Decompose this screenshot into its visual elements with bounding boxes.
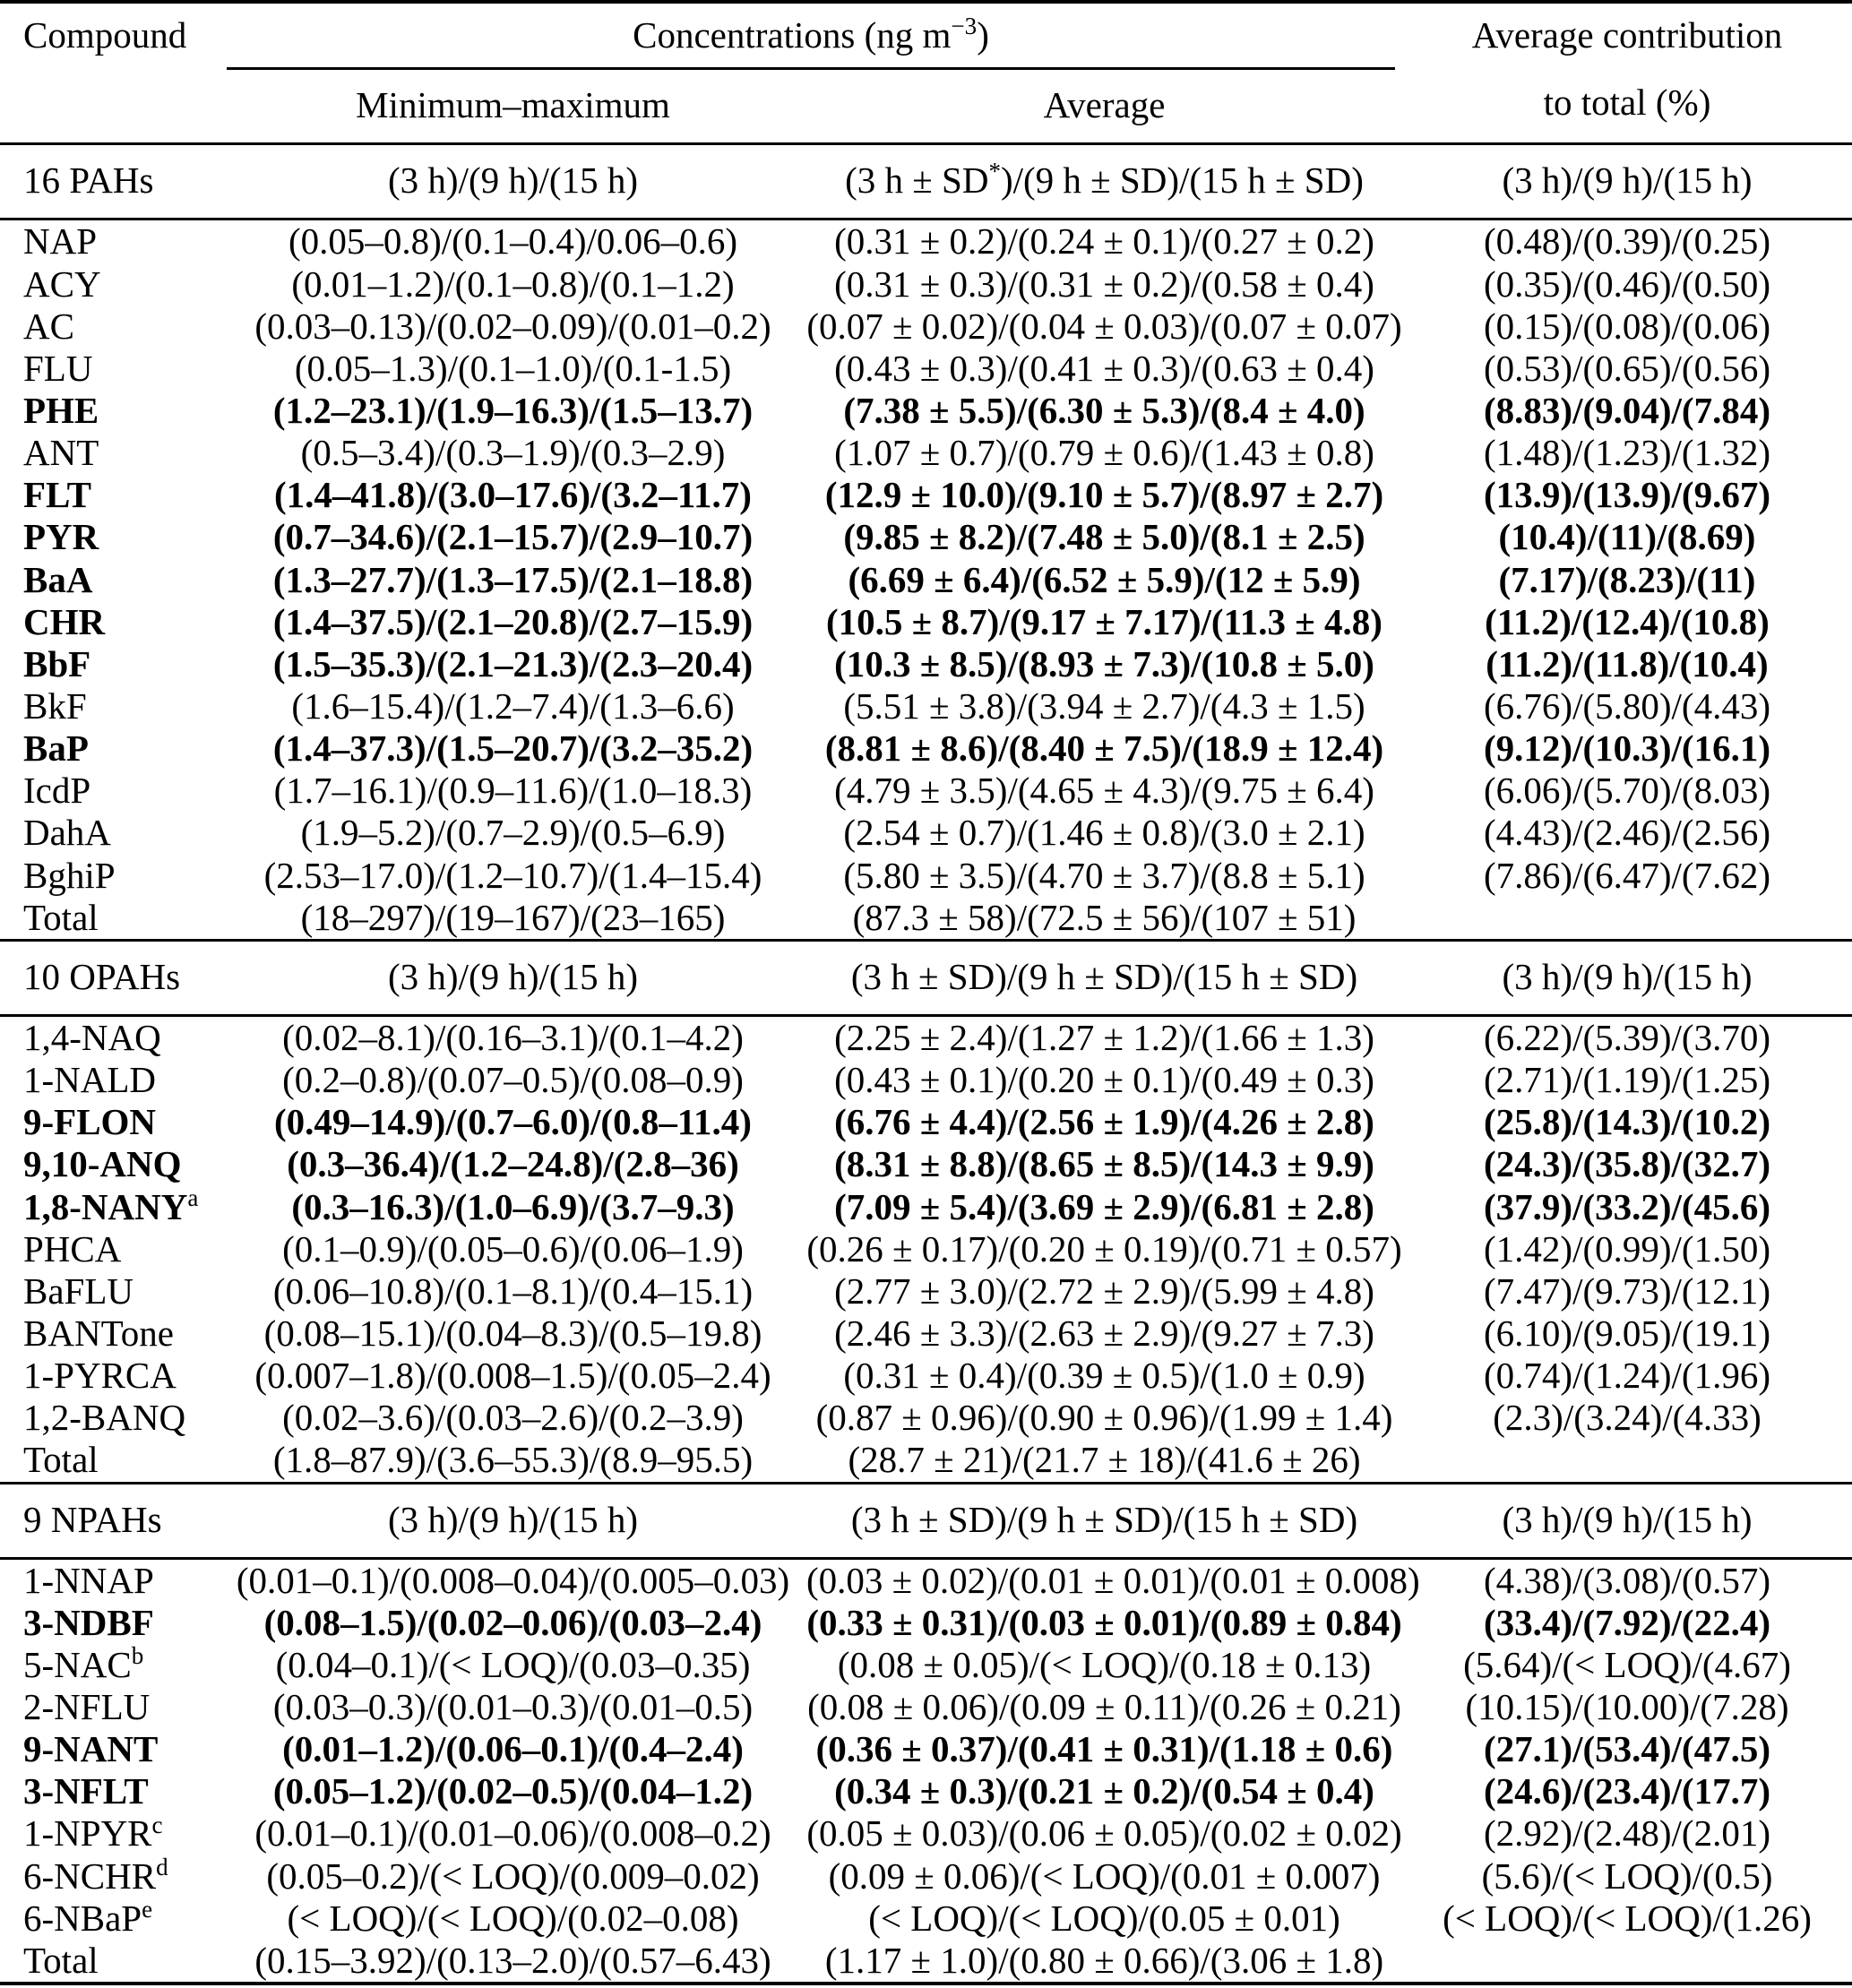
contribution-cell: (4.43)/(2.46)/(2.56): [1484, 812, 1770, 854]
table-row: [0, 1439, 1852, 1483]
minmax-cell: (1.3–27.7)/(1.3–17.5)/(2.1–18.8): [272, 558, 754, 600]
compound-footnote-marker: d: [156, 1853, 168, 1880]
minmax-cell: (0.2–0.8)/(0.07–0.5)/(0.08–0.9): [282, 1059, 744, 1101]
compound-cell: [0, 1439, 220, 1483]
average-cell: (0.43 ± 0.3)/(0.41 ± 0.3)/(0.63 ± 0.4): [834, 347, 1374, 389]
minmax-cell: (0.05–1.3)/(0.1–1.0)/(0.1-1.5): [294, 347, 732, 389]
average-cell: (7.38 ± 5.5)/(6.30 ± 5.3)/(8.4 ± 4.0): [843, 389, 1365, 431]
average-cell: (5.80 ± 3.5)/(4.70 ± 3.7)/(8.8 ± 5.1): [843, 854, 1365, 896]
contribution-cell: (5.64)/(< LOQ)/(4.67): [1463, 1643, 1791, 1685]
compound-name: IcdP: [23, 770, 91, 812]
compound-name: 3-NDBF: [23, 1601, 154, 1643]
average-header: Average: [1043, 84, 1166, 126]
compound-cell: [0, 1686, 220, 1728]
compound-cell: [0, 601, 220, 643]
contribution-cell: (0.53)/(0.65)/(0.56): [1484, 347, 1770, 389]
compound-cell: [0, 1312, 220, 1355]
average-cell: (2.25 ± 2.4)/(1.27 ± 1.2)/(1.66 ± 1.3): [834, 1016, 1374, 1058]
section-contribution-label: (3 h)/(9 h)/(15 h): [1402, 144, 1852, 219]
contribution-cell: (0.35)/(0.46)/(0.50): [1484, 262, 1770, 305]
average-cell: (0.05 ± 0.03)/(0.06 ± 0.05)/(0.02 ± 0.02): [806, 1812, 1402, 1855]
sd-asterisk: *: [988, 158, 1001, 185]
compound-name: 5-NAC: [23, 1643, 132, 1685]
contribution-cell: (37.9)/(33.2)/(45.6): [1484, 1185, 1770, 1227]
header-row-top: [0, 2, 1852, 70]
average-cell: (0.31 ± 0.4)/(0.39 ± 0.5)/(1.0 ± 0.9): [843, 1355, 1365, 1397]
compound-cell: [0, 559, 220, 601]
average-cell: (0.43 ± 0.1)/(0.20 ± 0.1)/(0.49 ± 0.3): [834, 1059, 1374, 1101]
section-average-label: [806, 144, 1402, 219]
average-cell: (< LOQ)/(< LOQ)/(0.05 ± 0.01): [868, 1897, 1340, 1939]
contribution-cell: (27.1)/(53.4)/(47.5): [1484, 1728, 1770, 1770]
minmax-cell: (0.49–14.9)/(0.7–6.0)/(0.8–11.4): [274, 1101, 752, 1143]
average-cell: (4.79 ± 3.5)/(4.65 ± 4.3)/(9.75 ± 6.4): [834, 770, 1374, 812]
minmax-header: Minimum–maximum: [356, 84, 670, 126]
minmax-cell: (0.1–0.9)/(0.05–0.6)/(0.06–1.9): [282, 1227, 744, 1269]
section-name: 9 NPAHs: [0, 1483, 220, 1558]
compound-cell: [0, 727, 220, 770]
compound-cell: [0, 685, 220, 727]
table-row: [0, 516, 1852, 558]
minmax-cell: (0.01–1.2)/(0.06–0.1)/(0.4–2.4): [282, 1728, 744, 1770]
section-average-prefix: (3 h ± SD: [845, 159, 989, 202]
compound-name: ACY: [23, 262, 101, 305]
table-row: [0, 1644, 1852, 1686]
minmax-cell: (0.03–0.3)/(0.01–0.3)/(0.01–0.5): [272, 1686, 754, 1728]
minmax-cell: (0.08–15.1)/(0.04–8.3)/(0.5–19.8): [263, 1312, 762, 1354]
table-row: [0, 1397, 1852, 1439]
minmax-cell: (18–297)/(19–167)/(23–165): [300, 896, 726, 938]
table-header: [0, 2, 1852, 144]
contribution-header: [1402, 2, 1852, 144]
compound-name: 1,4-NAQ: [23, 1016, 161, 1058]
table-row: [0, 1602, 1852, 1644]
compound-name: BkF: [23, 684, 87, 727]
concentrations-group-header: [220, 2, 1402, 70]
compound-name: 1-NPYR: [23, 1812, 152, 1855]
minmax-cell: (0.3–36.4)/(1.2–24.8)/(2.8–36): [287, 1143, 739, 1185]
average-cell: (0.31 ± 0.3)/(0.31 ± 0.2)/(0.58 ± 0.4): [834, 262, 1374, 305]
contribution-cell: (4.38)/(3.08)/(0.57): [1484, 1559, 1770, 1601]
compound-name: BANTone: [23, 1312, 174, 1354]
compound-name: NAP: [23, 220, 98, 262]
table-row: [0, 1059, 1852, 1101]
minmax-cell: (0.3–16.3)/(1.0–6.9)/(3.7–9.3): [291, 1185, 735, 1227]
compound-cell: [0, 1895, 220, 1940]
compound-cell: [0, 1228, 220, 1270]
average-cell: (0.33 ± 0.31)/(0.03 ± 0.01)/(0.89 ± 0.84): [806, 1601, 1402, 1643]
compound-name: 1-PYRCA: [23, 1355, 177, 1397]
contribution-cell: (10.4)/(11)/(8.69): [1498, 516, 1756, 558]
section-average-suffix: )/(9 h ± SD)/(15 h ± SD): [995, 1498, 1358, 1540]
compound-cell: [0, 1812, 220, 1855]
average-cell: (2.77 ± 3.0)/(2.72 ± 2.9)/(5.99 ± 4.8): [834, 1269, 1374, 1312]
section-time-label: (3 h)/(9 h)/(15 h): [220, 1483, 806, 1558]
minmax-cell: (1.2–23.1)/(1.9–16.3)/(1.5–13.7): [272, 389, 754, 431]
compound-cell: [0, 432, 220, 474]
compound-cell: [0, 1397, 220, 1439]
section-contribution-label: (3 h)/(9 h)/(15 h): [1402, 940, 1852, 1015]
minmax-cell: (1.8–87.9)/(3.6–55.3)/(8.9–95.5): [272, 1439, 754, 1481]
compound-name: 9-NANT: [23, 1728, 159, 1770]
compound-cell: [0, 390, 220, 432]
compound-name: Total: [23, 896, 99, 938]
minmax-cell: (1.4–41.8)/(3.0–17.6)/(3.2–11.7): [274, 474, 752, 516]
section-average-prefix: (3 h ± SD: [850, 1498, 995, 1540]
contribution-cell: (10.15)/(10.00)/(7.28): [1465, 1686, 1789, 1728]
compound-name: PHCA: [23, 1227, 122, 1269]
compound-name: BghiP: [23, 854, 116, 896]
compound-name: Total: [23, 1439, 99, 1481]
compound-cell: [0, 1728, 220, 1770]
average-cell: (0.31 ± 0.2)/(0.24 ± 0.1)/(0.27 ± 0.2): [834, 220, 1374, 262]
compound-name: BbF: [23, 642, 91, 684]
table-row: [0, 1186, 1852, 1228]
section-name: 10 OPAHs: [0, 940, 220, 1015]
average-cell: (2.46 ± 3.3)/(2.63 ± 2.9)/(9.27 ± 7.3): [834, 1312, 1374, 1354]
minmax-cell: (1.9–5.2)/(0.7–2.9)/(0.5–6.9): [300, 812, 726, 854]
minmax-cell: (1.7–16.1)/(0.9–11.6)/(1.0–18.3): [273, 770, 753, 812]
minmax-cell: (0.02–8.1)/(0.16–3.1)/(0.1–4.2): [282, 1016, 744, 1058]
compound-cell: [0, 1855, 220, 1898]
contribution-cell: (6.10)/(9.05)/(19.1): [1484, 1312, 1770, 1354]
table-row: [0, 1558, 1852, 1602]
average-cell: (5.51 ± 3.8)/(3.94 ± 2.7)/(4.3 ± 1.5): [843, 684, 1365, 727]
contribution-cell: (6.22)/(5.39)/(3.70): [1484, 1016, 1770, 1058]
contribution-cell: (7.86)/(6.47)/(7.62): [1484, 854, 1770, 896]
contribution-cell: (8.83)/(9.04)/(7.84): [1484, 389, 1770, 431]
average-cell: (2.54 ± 0.7)/(1.46 ± 0.8)/(3.0 ± 2.1): [843, 812, 1365, 854]
contribution-cell: (0.15)/(0.08)/(0.06): [1484, 305, 1770, 347]
section-name: 16 PAHs: [0, 144, 220, 219]
compound-name: 9,10-ANQ: [23, 1143, 182, 1185]
table-row: [0, 1728, 1852, 1770]
concentrations-group-label: [227, 14, 1395, 70]
compound-cell: [0, 812, 220, 854]
minmax-cell: (2.53–17.0)/(1.2–10.7)/(1.4–15.4): [263, 854, 762, 896]
contribution-cell: [1402, 1940, 1852, 1984]
compound-cell: [0, 219, 220, 263]
compound-cell: [0, 1940, 220, 1984]
minmax-cell: (0.04–0.1)/(< LOQ)/(0.03–0.35): [275, 1643, 751, 1685]
compound-footnote-marker: e: [142, 1895, 153, 1923]
contribution-cell: (2.92)/(2.48)/(2.01): [1484, 1812, 1770, 1855]
concentrations-text: Concentrations (ng m: [633, 14, 952, 56]
table-row: [0, 1228, 1852, 1270]
exponent-text: −3: [951, 13, 978, 40]
contribution-cell: (11.2)/(11.8)/(10.4): [1486, 642, 1769, 684]
average-cell: (87.3 ± 58)/(72.5 ± 56)/(107 ± 51): [852, 896, 1357, 938]
section-contribution-label: (3 h)/(9 h)/(15 h): [1402, 1483, 1852, 1558]
minmax-cell: (0.15–3.92)/(0.13–2.0)/(0.57–6.43): [254, 1939, 771, 1981]
section-average-suffix: )/(9 h ± SD)/(15 h ± SD): [1000, 159, 1364, 202]
average-cell: (7.09 ± 5.4)/(3.69 ± 2.9)/(6.81 ± 2.8): [834, 1185, 1374, 1227]
average-cell: (0.34 ± 0.3)/(0.21 ± 0.2)/(0.54 ± 0.4): [834, 1770, 1374, 1812]
contribution-header-line1: Average contribution: [1471, 14, 1783, 56]
minmax-cell: (0.5–3.4)/(0.3–1.9)/(0.3–2.9): [300, 432, 726, 474]
minmax-cell: (1.5–35.3)/(2.1–21.3)/(2.3–20.4): [272, 642, 754, 684]
table-row: [0, 1270, 1852, 1312]
table-row: [0, 601, 1852, 643]
table-row: [0, 474, 1852, 516]
contribution-cell: (< LOQ)/(< LOQ)/(1.26): [1443, 1897, 1812, 1939]
contribution-cell: (24.3)/(35.8)/(32.7): [1484, 1143, 1770, 1185]
contribution-cell: [1402, 897, 1852, 941]
compound-cell: [0, 1270, 220, 1312]
compound-cell: [0, 306, 220, 348]
table-row: [0, 643, 1852, 685]
compound-cell: [0, 1602, 220, 1644]
table-row: [0, 897, 1852, 941]
average-cell: (0.08 ± 0.05)/(< LOQ)/(0.18 ± 0.13): [837, 1643, 1372, 1685]
contribution-cell: (1.42)/(0.99)/(1.50): [1484, 1227, 1770, 1269]
compound-cell: [0, 643, 220, 685]
contribution-cell: (0.74)/(1.24)/(1.96): [1484, 1355, 1770, 1397]
table-row: [0, 306, 1852, 348]
minmax-cell: (1.6–15.4)/(1.2–7.4)/(1.3–6.6): [291, 684, 735, 727]
minmax-cell: (0.02–3.6)/(0.03–2.6)/(0.2–3.9): [282, 1397, 744, 1439]
compound-name: 6-NBaP: [23, 1897, 142, 1939]
contribution-cell: (7.47)/(9.73)/(12.1): [1484, 1269, 1770, 1312]
compound-name: AC: [23, 305, 74, 347]
compound-cell: [0, 897, 220, 941]
compound-cell: [0, 516, 220, 558]
compound-name: FLT: [23, 474, 91, 516]
contribution-cell: (2.71)/(1.19)/(1.25): [1484, 1059, 1770, 1101]
minmax-cell: (0.08–1.5)/(0.02–0.06)/(0.03–2.4): [263, 1601, 762, 1643]
section-body: [0, 144, 1852, 941]
compound-name: BaFLU: [23, 1269, 134, 1312]
compound-cell: [0, 348, 220, 390]
table-row: [0, 1855, 1852, 1898]
average-cell: (1.07 ± 0.7)/(0.79 ± 0.6)/(1.43 ± 0.8): [834, 432, 1374, 474]
average-cell: (0.09 ± 0.06)/(< LOQ)/(0.01 ± 0.007): [828, 1855, 1381, 1897]
average-cell: (12.9 ± 10.0)/(9.10 ± 5.7)/(8.97 ± 2.7): [824, 474, 1384, 516]
table-row: [0, 1101, 1852, 1143]
section-average-prefix: (3 h ± SD: [850, 955, 995, 997]
compound-cell: [0, 1143, 220, 1185]
compound-name: ANT: [23, 432, 99, 474]
contribution-cell: (24.6)/(23.4)/(17.7): [1484, 1770, 1770, 1812]
compound-cell: [0, 770, 220, 812]
section-header-row: [0, 940, 1852, 1015]
minmax-cell: (0.7–34.6)/(2.1–15.7)/(2.9–10.7): [272, 516, 754, 558]
table-row: [0, 1812, 1852, 1855]
compound-name: 1-NALD: [23, 1059, 157, 1101]
contribution-cell: (2.3)/(3.24)/(4.33): [1493, 1397, 1762, 1439]
table-row: [0, 812, 1852, 854]
minmax-cell: (1.4–37.5)/(2.1–20.8)/(2.7–15.9): [272, 600, 754, 642]
minmax-cell: (0.007–1.8)/(0.008–1.5)/(0.05–2.4): [254, 1355, 771, 1397]
contribution-header-line2: to total (%): [1543, 82, 1711, 124]
average-cell: (10.5 ± 8.7)/(9.17 ± 7.17)/(11.3 ± 4.8): [826, 600, 1383, 642]
average-cell: (0.08 ± 0.06)/(0.09 ± 0.11)/(0.26 ± 0.21): [807, 1686, 1401, 1728]
compound-cell: [0, 1644, 220, 1686]
compound-name: CHR: [23, 600, 106, 642]
table-row: [0, 855, 1852, 897]
section-header-row: [0, 1483, 1852, 1558]
table-row: [0, 559, 1852, 601]
compound-name: 2-NFLU: [23, 1686, 151, 1728]
table-row: [0, 1312, 1852, 1355]
compound-header: Compound: [23, 14, 187, 56]
average-cell: (9.85 ± 8.2)/(7.48 ± 5.0)/(8.1 ± 2.5): [843, 516, 1365, 558]
contribution-cell: (13.9)/(13.9)/(9.67): [1484, 474, 1770, 516]
average-cell: (8.81 ± 8.6)/(8.40 ± 7.5)/(18.9 ± 12.4): [824, 727, 1384, 770]
average-cell: (28.7 ± 21)/(21.7 ± 18)/(41.6 ± 26): [848, 1439, 1361, 1481]
contribution-cell: (0.48)/(0.39)/(0.25): [1484, 220, 1770, 262]
average-cell: (0.07 ± 0.02)/(0.04 ± 0.03)/(0.07 ± 0.07): [806, 305, 1402, 347]
section-average-suffix: )/(9 h ± SD)/(15 h ± SD): [995, 955, 1358, 997]
contribution-cell: (6.76)/(5.80)/(4.43): [1484, 684, 1770, 727]
minmax-cell: (0.01–0.1)/(0.008–0.04)/(0.005–0.03): [236, 1559, 790, 1601]
section-body: [0, 940, 1852, 1483]
compound-name: 1,8-NANY: [23, 1185, 188, 1227]
table-row: [0, 390, 1852, 432]
contribution-cell: (6.06)/(5.70)/(8.03): [1484, 770, 1770, 812]
average-cell: (10.3 ± 8.5)/(8.93 ± 7.3)/(10.8 ± 5.0): [834, 642, 1374, 684]
compound-name: 1-NNAP: [23, 1559, 154, 1601]
compound-cell: [0, 1059, 220, 1101]
table-row: [0, 1686, 1852, 1728]
compound-cell: [0, 855, 220, 897]
compound-name: BaP: [23, 727, 89, 770]
table-row: [0, 770, 1852, 812]
compound-cell: [0, 1101, 220, 1143]
table-row: [0, 348, 1852, 390]
table-row: [0, 1898, 1852, 1940]
section-average-label: [806, 1483, 1402, 1558]
section-time-label: (3 h)/(9 h)/(15 h): [220, 940, 806, 1015]
compound-name: DahA: [23, 812, 111, 854]
compound-name: 1,2-BANQ: [23, 1397, 186, 1439]
average-cell: (1.17 ± 1.0)/(0.80 ± 0.66)/(3.06 ± 1.8): [824, 1939, 1384, 1981]
average-cell: (0.26 ± 0.17)/(0.20 ± 0.19)/(0.71 ± 0.57): [806, 1227, 1402, 1269]
concentrations-close: ): [977, 14, 989, 56]
table-row: [0, 1770, 1852, 1812]
compound-cell: [0, 1355, 220, 1397]
average-cell: (6.69 ± 6.4)/(6.52 ± 5.9)/(12 ± 5.9): [848, 558, 1361, 600]
compound-footnote-marker: b: [131, 1642, 144, 1670]
compound-name: 9-FLON: [23, 1101, 157, 1143]
contribution-cell: (9.12)/(10.3)/(16.1): [1484, 727, 1770, 770]
compound-cell: [0, 1183, 220, 1228]
table-row: [0, 685, 1852, 727]
table-row: [0, 1015, 1852, 1059]
minmax-cell: (0.05–0.2)/(< LOQ)/(0.009–0.02): [266, 1855, 760, 1897]
average-cell: (0.87 ± 0.96)/(0.90 ± 0.96)/(1.99 ± 1.4): [815, 1397, 1393, 1439]
compound-name: FLU: [23, 347, 93, 389]
average-cell: (6.76 ± 4.4)/(2.56 ± 1.9)/(4.26 ± 2.8): [834, 1101, 1374, 1143]
contribution-cell: [1402, 1439, 1852, 1483]
minmax-cell: (1.4–37.3)/(1.5–20.7)/(3.2–35.2): [272, 727, 754, 770]
compound-cell: [0, 1558, 220, 1602]
average-cell: (0.36 ± 0.37)/(0.41 ± 0.31)/(1.18 ± 0.6): [815, 1728, 1393, 1770]
compound-cell: [0, 263, 220, 306]
section-time-label: (3 h)/(9 h)/(15 h): [220, 144, 806, 219]
compound-name: 6-NCHR: [23, 1855, 157, 1897]
section-average-label: [806, 940, 1402, 1015]
average-cell: (8.31 ± 8.8)/(8.65 ± 8.5)/(14.3 ± 9.9): [834, 1143, 1374, 1185]
table-row: [0, 432, 1852, 474]
minmax-cell: (0.03–0.13)/(0.02–0.09)/(0.01–0.2): [254, 305, 771, 347]
table-row: [0, 1143, 1852, 1185]
minmax-cell: (0.01–0.1)/(0.01–0.06)/(0.008–0.2): [254, 1812, 771, 1855]
table-row: [0, 1940, 1852, 1984]
minmax-cell: (0.06–10.8)/(0.1–8.1)/(0.4–15.1): [272, 1269, 754, 1312]
table-row: [0, 1355, 1852, 1397]
compound-cell: [0, 474, 220, 516]
contribution-cell: (1.48)/(1.23)/(1.32): [1484, 432, 1770, 474]
section-header-row: [0, 144, 1852, 219]
contribution-cell: (7.17)/(8.23)/(11): [1498, 558, 1756, 600]
compound-footnote-marker: a: [187, 1183, 199, 1211]
minmax-cell: (0.01–1.2)/(0.1–0.8)/(0.1–1.2): [291, 262, 735, 305]
average-cell: (0.03 ± 0.02)/(0.01 ± 0.01)/(0.01 ± 0.008): [806, 1559, 1420, 1601]
compound-cell: [0, 1770, 220, 1812]
compound-name: PYR: [23, 516, 99, 558]
compound-name: Total: [23, 1939, 99, 1981]
contribution-cell: (5.6)/(< LOQ)/(0.5): [1481, 1855, 1773, 1897]
table-row: [0, 263, 1852, 306]
compound-cell: [0, 1015, 220, 1059]
compound-name: BaA: [23, 558, 93, 600]
minmax-cell: (< LOQ)/(< LOQ)/(0.02–0.08): [287, 1897, 739, 1939]
compound-name: 3-NFLT: [23, 1770, 149, 1812]
minmax-cell: (0.05–1.2)/(0.02–0.5)/(0.04–1.2): [272, 1770, 754, 1812]
compound-name: PHE: [23, 389, 99, 431]
contribution-cell: (33.4)/(7.92)/(22.4): [1484, 1601, 1770, 1643]
table-row: [0, 727, 1852, 770]
contribution-cell: (11.2)/(12.4)/(10.8): [1485, 600, 1770, 642]
section-body: [0, 1483, 1852, 1984]
contribution-cell: (25.8)/(14.3)/(10.2): [1484, 1101, 1770, 1143]
table-row: [0, 219, 1852, 263]
compound-footnote-marker: c: [151, 1811, 163, 1838]
minmax-cell: (0.05–0.8)/(0.1–0.4)/0.06–0.6): [288, 220, 738, 262]
